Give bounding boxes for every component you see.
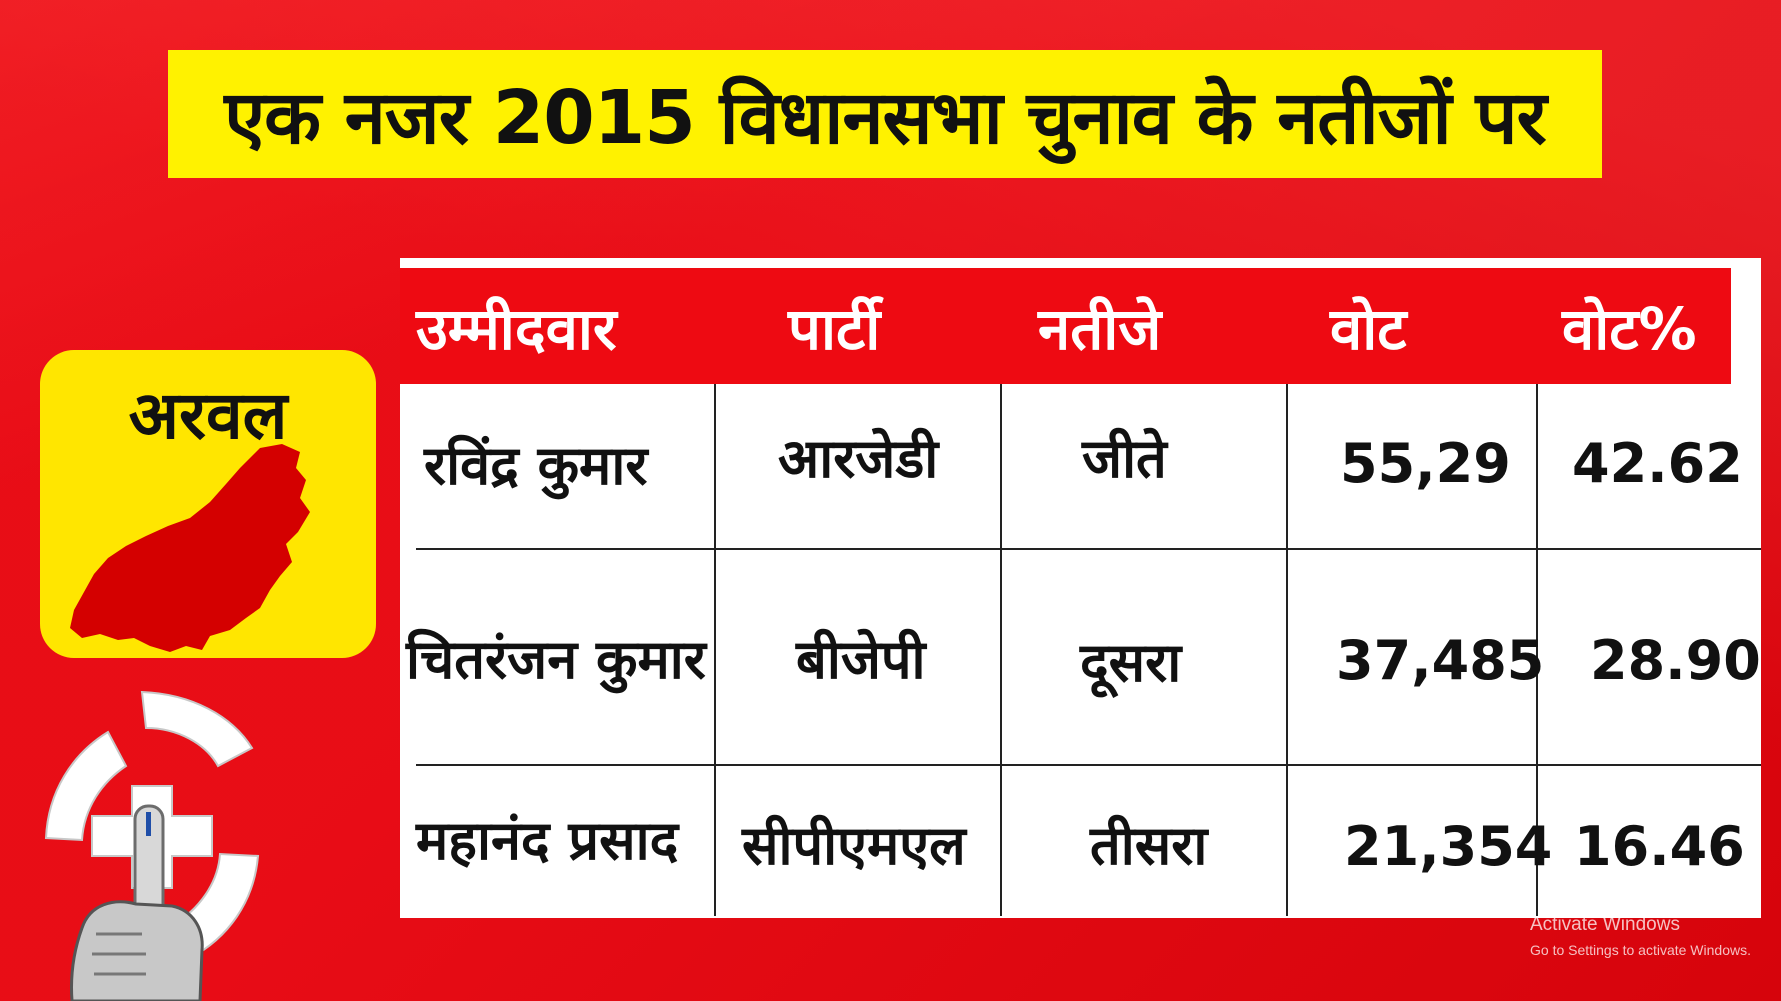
title-banner	[168, 50, 1602, 178]
row2-result: दूसरा	[1080, 631, 1182, 694]
election-symbol-icon	[22, 688, 282, 1001]
row1-candidate: रविंद्र कुमार	[424, 434, 648, 497]
page-title: एक नजर 2015 विधानसभा चुनाव के नतीजों पर	[224, 74, 1546, 161]
table-header	[400, 268, 1731, 384]
watermark-line2: Go to Settings to activate Windows.	[1530, 942, 1751, 958]
header-vote-pct: वोट%	[1562, 294, 1697, 363]
column-divider	[714, 384, 716, 916]
header-party: पार्टी	[788, 294, 881, 363]
row2-party: बीजेपी	[796, 628, 926, 691]
row3-result: तीसरा	[1090, 814, 1208, 877]
row2-candidate: चितरंजन कुमार	[406, 628, 706, 691]
row2-vote-pct: 28.90	[1590, 628, 1761, 692]
header-candidate: उम्मीदवार	[416, 294, 617, 363]
row1-vote-pct: 42.62	[1572, 431, 1743, 495]
row3-vote-pct: 16.46	[1574, 814, 1745, 878]
row3-votes: 21,354	[1344, 814, 1553, 878]
row3-party: सीपीएमएल	[742, 814, 966, 877]
row1-result: जीते	[1082, 427, 1167, 490]
district-name: अरवल	[128, 377, 288, 454]
district-card	[40, 350, 376, 658]
row2-votes: 37,485	[1336, 628, 1545, 692]
row3-candidate: महानंद प्रसाद	[416, 809, 679, 872]
district-map-icon	[60, 440, 360, 658]
row-divider	[416, 548, 1761, 550]
header-result: नतीजे	[1038, 294, 1162, 363]
column-divider	[1286, 384, 1288, 916]
activation-watermark	[1530, 914, 1751, 958]
column-divider	[1000, 384, 1002, 916]
row-divider	[416, 764, 1761, 766]
row1-votes: 55,29	[1340, 431, 1511, 495]
header-votes: वोट	[1330, 294, 1407, 363]
results-table	[400, 258, 1761, 918]
watermark-line1: Activate Windows	[1530, 914, 1680, 935]
row1-party: आरजेडी	[778, 427, 939, 490]
